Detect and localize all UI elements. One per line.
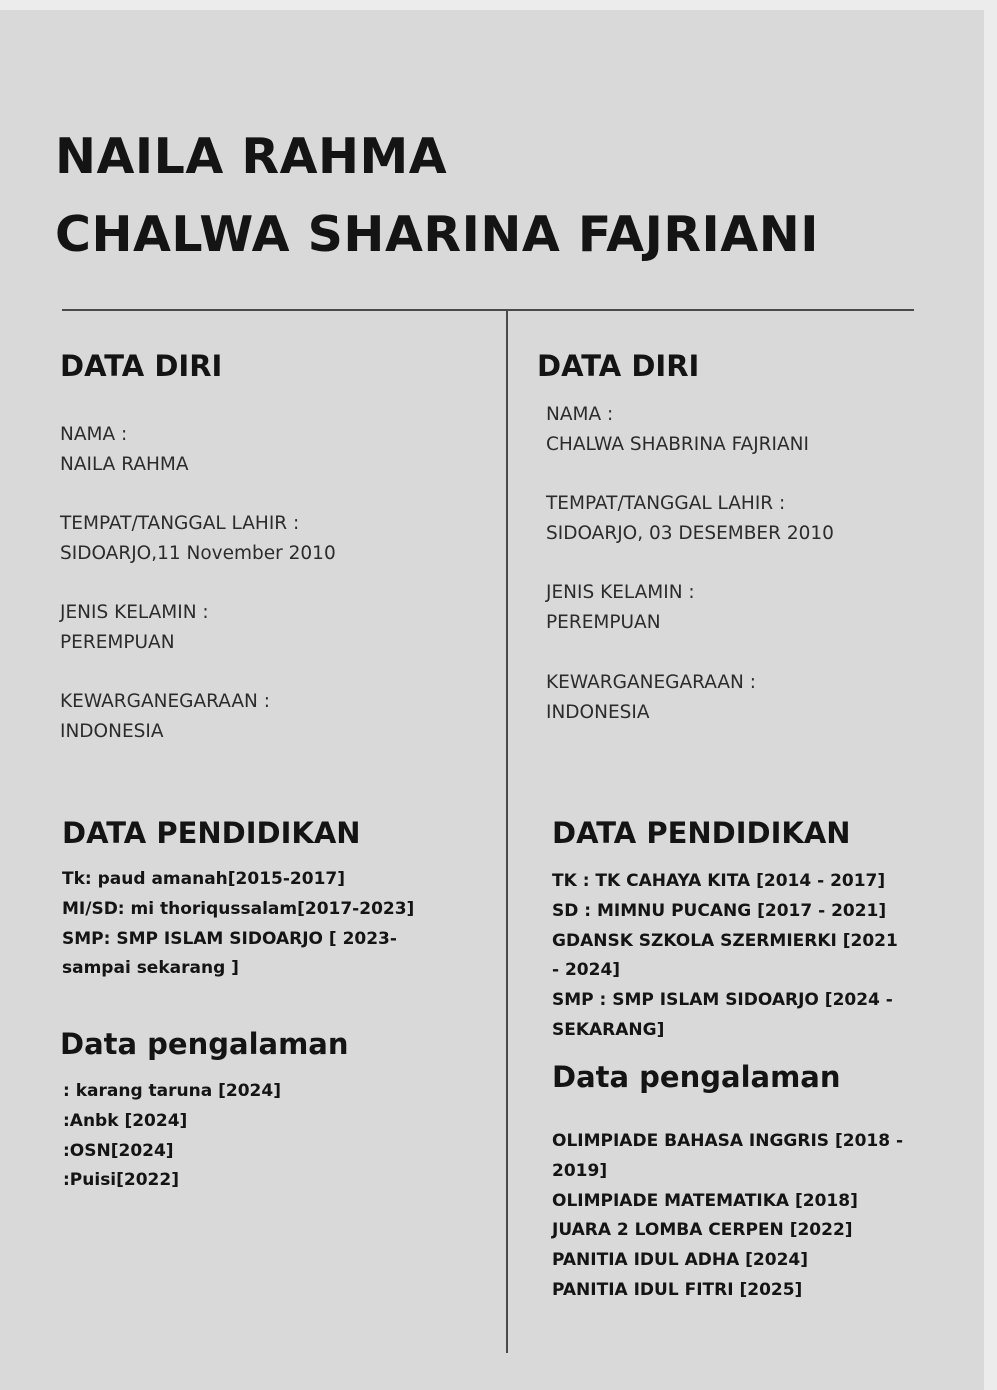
list-item: 2019] <box>552 1160 608 1181</box>
right-field-kewarganegaraan <box>546 668 756 727</box>
right-field-nama <box>546 400 809 459</box>
title-line-1: NAILA RAHMA <box>55 128 448 185</box>
field-label: TEMPAT/TANGGAL LAHIR : <box>60 513 300 534</box>
field-label: KEWARGANEGARAAN : <box>546 672 757 693</box>
list-item: sampai sekarang ] <box>62 958 239 979</box>
list-item: SMP : SMP ISLAM SIDOARJO [2024 - <box>552 990 893 1011</box>
right-pengalaman-heading: Data pengalaman <box>552 1060 841 1094</box>
right-pendidikan-heading: DATA PENDIDIKAN <box>552 816 851 850</box>
list-item: :OSN[2024] <box>63 1140 174 1161</box>
title-line-2: CHALWA SHARINA FAJRIANI <box>55 206 819 263</box>
left-field-jenis-kelamin <box>60 598 209 657</box>
left-pendidikan-heading: DATA PENDIDIKAN <box>62 816 361 850</box>
left-data-diri-heading: DATA DIRI <box>60 349 223 383</box>
right-field-ttl <box>546 489 834 548</box>
list-item: SEKARANG] <box>552 1019 665 1040</box>
field-label: NAMA : <box>546 404 614 425</box>
field-value: INDONESIA <box>546 701 650 723</box>
field-value: INDONESIA <box>60 720 164 742</box>
vertical-divider <box>506 310 508 1353</box>
left-pengalaman-list <box>63 1077 281 1196</box>
field-value: SIDOARJO,11 November 2010 <box>60 542 336 564</box>
list-item: OLIMPIADE BAHASA INGGRIS [2018 - <box>552 1131 904 1151</box>
list-item: PANITIA IDUL ADHA [2024] <box>552 1250 809 1271</box>
field-label: TEMPAT/TANGGAL LAHIR : <box>546 493 786 514</box>
left-field-ttl <box>60 509 336 568</box>
list-item: GDANSK SZKOLA SZERMIERKI [2021 <box>552 930 898 951</box>
list-item: OLIMPIADE MATEMATIKA [2018] <box>552 1190 858 1211</box>
field-label: KEWARGANEGARAAN : <box>60 691 271 712</box>
list-item: JUARA 2 LOMBA CERPEN [2022] <box>552 1220 853 1241</box>
field-value: PEREMPUAN <box>60 631 175 653</box>
right-pengalaman-list <box>552 1127 903 1306</box>
right-pendidikan-list <box>552 867 898 1046</box>
field-value: NAILA RAHMA <box>60 453 189 475</box>
left-pengalaman-heading: Data pengalaman <box>60 1027 349 1061</box>
field-value: PEREMPUAN <box>546 611 661 633</box>
left-field-nama <box>60 420 189 479</box>
field-label: JENIS KELAMIN : <box>60 602 209 623</box>
left-pendidikan-list <box>62 865 440 984</box>
list-item: :Anbk [2024] <box>63 1110 188 1131</box>
field-label: NAMA : <box>60 424 128 445</box>
list-item: PANITIA IDUL FITRI [2025] <box>552 1279 803 1300</box>
right-field-jenis-kelamin <box>546 578 695 637</box>
list-item: - 2024] <box>552 960 621 981</box>
left-field-kewarganegaraan <box>60 687 270 746</box>
list-item: MI/SD: mi thoriqussalam[2017-2023] <box>62 898 415 919</box>
page-title <box>55 118 819 274</box>
list-item: :Puisi[2022] <box>63 1170 179 1191</box>
list-item: : karang taruna [2024] <box>63 1081 281 1101</box>
list-item: TK : TK CAHAYA KITA [2014 - 2017] <box>552 871 886 891</box>
list-item: SD : MIMNU PUCANG [2017 - 2021] <box>552 900 887 921</box>
right-data-diri-heading: DATA DIRI <box>537 349 700 383</box>
field-label: JENIS KELAMIN : <box>546 582 695 603</box>
field-value: SIDOARJO, 03 DESEMBER 2010 <box>546 522 834 544</box>
field-value: CHALWA SHABRINA FAJRIANI <box>546 433 809 455</box>
list-item: Tk: paud amanah[2015-2017] <box>62 869 346 889</box>
horizontal-divider <box>62 309 914 311</box>
document-page <box>0 10 984 1390</box>
list-item: SMP: SMP ISLAM SIDOARJO [ 2023- <box>62 928 397 949</box>
